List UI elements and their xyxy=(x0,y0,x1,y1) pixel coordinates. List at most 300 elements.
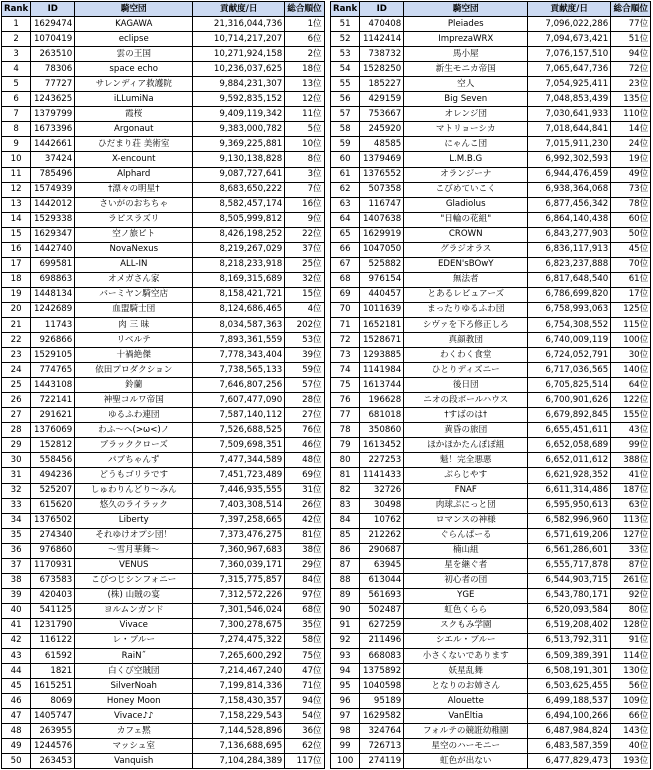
id-cell: 1528250 xyxy=(360,62,404,77)
table-row xyxy=(2,317,325,332)
table-row xyxy=(331,348,651,363)
crew-name-cell: ～雪月華舞～ xyxy=(75,543,193,558)
id-cell: 1170931 xyxy=(31,558,75,573)
overall-rank-cell: 9位 xyxy=(285,212,324,227)
table-row xyxy=(331,317,651,332)
table-row xyxy=(331,137,651,152)
overall-rank-cell: 54位 xyxy=(285,709,324,724)
contribution-cell: 6,520,093,584 xyxy=(528,603,611,618)
id-cell: 753667 xyxy=(360,107,404,122)
overall-rank-cell: 3位 xyxy=(285,167,324,182)
header-rank: Rank xyxy=(2,2,31,17)
contribution-cell: 7,054,925,411 xyxy=(528,77,611,92)
table-row xyxy=(331,77,651,92)
rank-cell: 32 xyxy=(2,483,31,498)
rank-cell: 84 xyxy=(331,513,360,528)
table-row xyxy=(2,633,325,648)
crew-name-cell: シエル・ブルー xyxy=(404,633,528,648)
rank-cell: 82 xyxy=(331,483,360,498)
crew-name-cell: Vivace xyxy=(75,618,193,633)
header-id: ID xyxy=(360,2,404,17)
contribution-cell: 7,144,528,896 xyxy=(193,724,285,739)
table-row xyxy=(331,287,651,302)
crew-name-cell: ゆるふわ連団 xyxy=(75,408,193,423)
rank-cell: 97 xyxy=(331,709,360,724)
contribution-cell: 6,595,950,613 xyxy=(528,498,611,513)
id-cell: 470408 xyxy=(360,17,404,32)
overall-rank-cell: 63位 xyxy=(611,498,651,513)
id-cell: 263955 xyxy=(31,724,75,739)
rank-cell: 99 xyxy=(331,739,360,754)
overall-rank-cell: 35位 xyxy=(285,618,324,633)
rank-cell: 24 xyxy=(2,363,31,378)
contribution-cell: 6,519,208,402 xyxy=(528,618,611,633)
overall-rank-cell: 2位 xyxy=(285,47,324,62)
id-cell: 274119 xyxy=(360,754,404,769)
table-row xyxy=(2,272,325,287)
crew-name-cell: Liberty xyxy=(75,513,193,528)
rank-cell: 46 xyxy=(2,694,31,709)
contribution-cell: 8,169,315,689 xyxy=(193,272,285,287)
id-cell: 1376502 xyxy=(31,513,75,528)
table-row xyxy=(331,709,651,724)
rank-cell: 8 xyxy=(2,122,31,137)
table-row xyxy=(2,182,325,197)
contribution-cell: 6,817,648,540 xyxy=(528,272,611,287)
id-cell: 77727 xyxy=(31,77,75,92)
id-cell: 1442012 xyxy=(31,197,75,212)
id-cell: 1442740 xyxy=(31,242,75,257)
rank-cell: 80 xyxy=(331,453,360,468)
id-cell: 926866 xyxy=(31,333,75,348)
rank-cell: 50 xyxy=(2,754,31,769)
overall-rank-cell: 59位 xyxy=(285,363,324,378)
table-row xyxy=(2,227,325,242)
crew-name-cell: ヨルムンガンド xyxy=(75,603,193,618)
crew-name-cell: グラジオラス xyxy=(404,242,528,257)
rank-cell: 86 xyxy=(331,543,360,558)
contribution-cell: 7,300,278,675 xyxy=(193,618,285,633)
crew-name-cell: Alphard xyxy=(75,167,193,182)
id-cell: 116747 xyxy=(360,197,404,212)
crew-name-cell: にゃんこ団 xyxy=(404,137,528,152)
id-cell: 1673396 xyxy=(31,122,75,137)
id-cell: 1142414 xyxy=(360,32,404,47)
contribution-cell: 7,030,641,933 xyxy=(528,107,611,122)
contribution-cell: 6,724,052,791 xyxy=(528,348,611,363)
id-cell: 1376552 xyxy=(360,167,404,182)
id-cell: 429159 xyxy=(360,92,404,107)
overall-rank-cell: 193位 xyxy=(611,754,651,769)
table-body-left xyxy=(2,17,325,769)
overall-rank-cell: 14位 xyxy=(611,122,651,137)
rank-cell: 40 xyxy=(2,603,31,618)
overall-rank-cell: 155位 xyxy=(611,408,651,423)
rank-cell: 76 xyxy=(331,393,360,408)
crew-name-cell: となりのお姉さん xyxy=(404,679,528,694)
contribution-cell: 7,738,565,133 xyxy=(193,363,285,378)
contribution-cell: 6,494,100,266 xyxy=(528,709,611,724)
crew-name-cell: 小さくないであります xyxy=(404,649,528,664)
crew-name-cell: 初心者の団 xyxy=(404,573,528,588)
overall-rank-cell: 48位 xyxy=(285,453,324,468)
contribution-cell: 6,477,829,473 xyxy=(528,754,611,769)
rank-cell: 12 xyxy=(2,182,31,197)
overall-rank-cell: 33位 xyxy=(611,543,651,558)
table-row xyxy=(331,92,651,107)
id-cell: 263453 xyxy=(31,754,75,769)
table-row xyxy=(331,649,651,664)
overall-rank-cell: 37位 xyxy=(285,242,324,257)
crew-name-cell: こびつじシンフォニー xyxy=(75,573,193,588)
crew-name-cell: Honey Moon xyxy=(75,694,193,709)
overall-rank-cell: 125位 xyxy=(611,302,651,317)
overall-rank-cell: 68位 xyxy=(285,603,324,618)
contribution-cell: 7,778,343,404 xyxy=(193,348,285,363)
overall-rank-cell: 51位 xyxy=(611,32,651,47)
id-cell: 726713 xyxy=(360,739,404,754)
crew-name-cell: RaiN˝ xyxy=(75,649,193,664)
table-row xyxy=(2,528,325,543)
contribution-cell: 6,487,984,824 xyxy=(528,724,611,739)
id-cell: 274340 xyxy=(31,528,75,543)
contribution-cell: 7,312,572,226 xyxy=(193,588,285,603)
overall-rank-cell: 30位 xyxy=(611,348,651,363)
crew-name-cell: 妖星乱舞 xyxy=(404,664,528,679)
table-row xyxy=(331,197,651,212)
contribution-cell: 6,836,117,913 xyxy=(528,242,611,257)
table-row xyxy=(331,212,651,227)
overall-rank-cell: 18位 xyxy=(285,62,324,77)
crew-name-cell: どうもゴリラです xyxy=(75,468,193,483)
table-row xyxy=(331,588,651,603)
overall-rank-cell: 41位 xyxy=(611,468,651,483)
table-row xyxy=(331,739,651,754)
overall-rank-cell: 46位 xyxy=(285,438,324,453)
contribution-cell: 6,621,928,352 xyxy=(528,468,611,483)
rank-cell: 19 xyxy=(2,287,31,302)
header-row xyxy=(2,2,325,17)
table-row xyxy=(2,92,325,107)
overall-rank-cell: 128位 xyxy=(611,618,651,633)
contribution-cell: 6,823,237,888 xyxy=(528,257,611,272)
header-crew: 騎空団 xyxy=(404,2,528,17)
overall-rank-cell: 43位 xyxy=(611,423,651,438)
id-cell: 1375892 xyxy=(360,664,404,679)
table-row xyxy=(2,513,325,528)
contribution-cell: 9,592,835,152 xyxy=(193,92,285,107)
rank-cell: 17 xyxy=(2,257,31,272)
table-row xyxy=(331,679,651,694)
rank-cell: 25 xyxy=(2,378,31,393)
overall-rank-cell: 58位 xyxy=(285,633,324,648)
id-cell: 1405747 xyxy=(31,709,75,724)
contribution-cell: 7,607,477,090 xyxy=(193,393,285,408)
contribution-cell: 7,076,157,510 xyxy=(528,47,611,62)
table-row xyxy=(331,453,651,468)
crew-name-cell: 星空のハーモニー xyxy=(404,739,528,754)
contribution-cell: 7,403,308,514 xyxy=(193,498,285,513)
id-cell: 502487 xyxy=(360,603,404,618)
id-cell: 673583 xyxy=(31,573,75,588)
crew-name-cell: こびめていこく xyxy=(404,182,528,197)
contribution-cell: 6,509,389,391 xyxy=(528,649,611,664)
crew-name-cell: 神聖コルワ帝国 xyxy=(75,393,193,408)
id-cell: 1448134 xyxy=(31,287,75,302)
contribution-cell: 6,508,191,301 xyxy=(528,664,611,679)
rank-cell: 53 xyxy=(331,47,360,62)
rank-cell: 60 xyxy=(331,152,360,167)
crew-name-cell: ひとりディズニー xyxy=(404,363,528,378)
id-cell: 1821 xyxy=(31,664,75,679)
table-row xyxy=(2,47,325,62)
crew-name-cell: Big Seven xyxy=(404,92,528,107)
overall-rank-cell: 29位 xyxy=(285,558,324,573)
id-cell: 263510 xyxy=(31,47,75,62)
contribution-cell: 7,587,140,112 xyxy=(193,408,285,423)
rank-cell: 51 xyxy=(331,17,360,32)
crew-name-cell: 依田プロダクション xyxy=(75,363,193,378)
contribution-cell: 6,700,901,626 xyxy=(528,393,611,408)
rank-cell: 36 xyxy=(2,543,31,558)
table-row xyxy=(2,167,325,182)
overall-rank-cell: 114位 xyxy=(611,649,651,664)
contribution-cell: 7,526,688,525 xyxy=(193,423,285,438)
rank-cell: 6 xyxy=(2,92,31,107)
ranking-table-right xyxy=(330,1,651,769)
contribution-cell: 8,426,198,252 xyxy=(193,227,285,242)
contribution-cell: 7,360,967,683 xyxy=(193,543,285,558)
crew-name-cell: しゅわりんどり～みん xyxy=(75,483,193,498)
id-cell: 774765 xyxy=(31,363,75,378)
table-row xyxy=(2,333,325,348)
rank-cell: 43 xyxy=(2,649,31,664)
crew-name-cell: サレンディア救護院 xyxy=(75,77,193,92)
overall-rank-cell: 28位 xyxy=(285,393,324,408)
rank-cell: 1 xyxy=(2,17,31,32)
id-cell: 1629919 xyxy=(360,227,404,242)
rank-cell: 67 xyxy=(331,257,360,272)
id-cell: 32726 xyxy=(360,483,404,498)
crew-name-cell: EDEN'sBOwY xyxy=(404,257,528,272)
overall-rank-cell: 6位 xyxy=(285,32,324,47)
id-cell: 11743 xyxy=(31,317,75,332)
crew-name-cell: Vanquish xyxy=(75,754,193,769)
id-cell: 1443108 xyxy=(31,378,75,393)
contribution-cell: 8,158,421,721 xyxy=(193,287,285,302)
table-row xyxy=(331,302,651,317)
rank-cell: 31 xyxy=(2,468,31,483)
contribution-cell: 6,499,188,537 xyxy=(528,694,611,709)
rank-cell: 94 xyxy=(331,664,360,679)
rank-cell: 66 xyxy=(331,242,360,257)
id-cell: 61592 xyxy=(31,649,75,664)
id-cell: 1376069 xyxy=(31,423,75,438)
table-row xyxy=(331,167,651,182)
table-row xyxy=(2,558,325,573)
table-row xyxy=(2,694,325,709)
overall-rank-cell: 11位 xyxy=(285,107,324,122)
id-cell: 668083 xyxy=(360,649,404,664)
overall-rank-cell: 94位 xyxy=(285,694,324,709)
rank-cell: 65 xyxy=(331,227,360,242)
contribution-cell: 9,383,000,782 xyxy=(193,122,285,137)
header-overall-rank: 総合順位 xyxy=(285,2,324,17)
rank-cell: 74 xyxy=(331,363,360,378)
crew-name-cell: 肉 三 昧 xyxy=(75,317,193,332)
rank-cell: 35 xyxy=(2,528,31,543)
id-cell: 698863 xyxy=(31,272,75,287)
contribution-cell: 6,877,456,342 xyxy=(528,197,611,212)
id-cell: 1442661 xyxy=(31,137,75,152)
crew-name-cell: ぶらじやす xyxy=(404,468,528,483)
crew-name-cell: オランジーナ xyxy=(404,167,528,182)
id-cell: 1141433 xyxy=(360,468,404,483)
table-row xyxy=(2,468,325,483)
id-cell: 558456 xyxy=(31,453,75,468)
table-row xyxy=(2,242,325,257)
id-cell: 1528671 xyxy=(360,333,404,348)
rank-cell: 4 xyxy=(2,62,31,77)
table-row xyxy=(2,107,325,122)
id-cell: 1070419 xyxy=(31,32,75,47)
id-cell: 116122 xyxy=(31,633,75,648)
rank-cell: 16 xyxy=(2,242,31,257)
rank-cell: 5 xyxy=(2,77,31,92)
header-overall-rank: 総合順位 xyxy=(611,2,651,17)
overall-rank-cell: 26位 xyxy=(285,498,324,513)
table-row xyxy=(2,137,325,152)
crew-name-cell: まったりゆるふわ団 xyxy=(404,302,528,317)
overall-rank-cell: 32位 xyxy=(285,272,324,287)
id-cell: 1629347 xyxy=(31,227,75,242)
rank-cell: 55 xyxy=(331,77,360,92)
contribution-cell: 7,214,467,240 xyxy=(193,664,285,679)
table-row xyxy=(2,649,325,664)
contribution-cell: 6,561,286,601 xyxy=(528,543,611,558)
table-row xyxy=(2,603,325,618)
id-cell: 976860 xyxy=(31,543,75,558)
overall-rank-cell: 60位 xyxy=(611,212,651,227)
overall-rank-cell: 25位 xyxy=(285,257,324,272)
rank-cell: 54 xyxy=(331,62,360,77)
table-row xyxy=(331,633,651,648)
rank-cell: 77 xyxy=(331,408,360,423)
overall-rank-cell: 38位 xyxy=(285,543,324,558)
crew-name-cell: ぐらんぱーる xyxy=(404,528,528,543)
table-row xyxy=(2,679,325,694)
crew-name-cell: ニオの段ボールハウス xyxy=(404,393,528,408)
rank-cell: 18 xyxy=(2,272,31,287)
crew-name-cell: 霞桜 xyxy=(75,107,193,122)
table-row xyxy=(331,618,651,633)
contribution-cell: 9,884,231,307 xyxy=(193,77,285,92)
rank-cell: 37 xyxy=(2,558,31,573)
table-row xyxy=(331,558,651,573)
rank-cell: 7 xyxy=(2,107,31,122)
crew-name-cell: FNAF xyxy=(404,483,528,498)
crew-name-cell: 新生モニカ帝国 xyxy=(404,62,528,77)
table-row xyxy=(331,694,651,709)
crew-name-cell: "日輪の花組" xyxy=(404,212,528,227)
id-cell: 1293885 xyxy=(360,348,404,363)
contribution-cell: 8,683,650,222 xyxy=(193,182,285,197)
overall-rank-cell: 4位 xyxy=(285,302,324,317)
id-cell: 507358 xyxy=(360,182,404,197)
contribution-cell: 6,611,314,486 xyxy=(528,483,611,498)
overall-rank-cell: 91位 xyxy=(611,633,651,648)
contribution-cell: 6,679,892,845 xyxy=(528,408,611,423)
crew-name-cell: ロマンスの神様 xyxy=(404,513,528,528)
rank-cell: 10 xyxy=(2,152,31,167)
contribution-cell: 7,646,807,256 xyxy=(193,378,285,393)
contribution-cell: 9,369,225,881 xyxy=(193,137,285,152)
id-cell: 1407638 xyxy=(360,212,404,227)
overall-rank-cell: 61位 xyxy=(611,272,651,287)
overall-rank-cell: 53位 xyxy=(285,333,324,348)
rank-cell: 91 xyxy=(331,618,360,633)
overall-rank-cell: 64位 xyxy=(611,378,651,393)
overall-rank-cell: 42位 xyxy=(285,513,324,528)
table-row xyxy=(2,423,325,438)
id-cell: 8069 xyxy=(31,694,75,709)
crew-name-cell: 鈴蘭 xyxy=(75,378,193,393)
overall-rank-cell: 57位 xyxy=(285,378,324,393)
overall-rank-cell: 56位 xyxy=(611,679,651,694)
id-cell: 1141984 xyxy=(360,363,404,378)
crew-name-cell: 楠山組 xyxy=(404,543,528,558)
table-row xyxy=(331,483,651,498)
contribution-cell: 6,754,308,552 xyxy=(528,317,611,332)
rank-cell: 30 xyxy=(2,453,31,468)
contribution-cell: 7,477,344,589 xyxy=(193,453,285,468)
crew-name-cell: Gladiolus xyxy=(404,197,528,212)
header-rank: Rank xyxy=(331,2,360,17)
rank-cell: 48 xyxy=(2,724,31,739)
crew-name-cell: ひだまり荘 美術室 xyxy=(75,137,193,152)
rank-cell: 88 xyxy=(331,573,360,588)
id-cell: 1011639 xyxy=(360,302,404,317)
table-row xyxy=(331,408,651,423)
rank-cell: 83 xyxy=(331,498,360,513)
id-cell: 95189 xyxy=(360,694,404,709)
crew-name-cell: †漂々の明星† xyxy=(75,182,193,197)
contribution-cell: 7,199,814,336 xyxy=(193,679,285,694)
overall-rank-cell: 87位 xyxy=(611,558,651,573)
overall-rank-cell: 22位 xyxy=(285,227,324,242)
contribution-cell: 6,543,780,171 xyxy=(528,588,611,603)
id-cell: 1652181 xyxy=(360,317,404,332)
crew-name-cell: KAGAWA xyxy=(75,17,193,32)
table-row xyxy=(2,588,325,603)
rank-cell: 45 xyxy=(2,679,31,694)
overall-rank-cell: 24位 xyxy=(611,137,651,152)
ranking-table-left xyxy=(1,1,325,769)
rank-cell: 21 xyxy=(2,317,31,332)
id-cell: 681018 xyxy=(360,408,404,423)
id-cell: 561693 xyxy=(360,588,404,603)
id-cell: 541125 xyxy=(31,603,75,618)
contribution-cell: 6,864,140,438 xyxy=(528,212,611,227)
crew-name-cell: マトリョーシカ xyxy=(404,122,528,137)
rank-cell: 98 xyxy=(331,724,360,739)
crew-name-cell: 血盟騎士団 xyxy=(75,302,193,317)
id-cell: 976154 xyxy=(360,272,404,287)
crew-name-cell: 黄昏の旅団 xyxy=(404,423,528,438)
table-row xyxy=(331,47,651,62)
overall-rank-cell: 99位 xyxy=(611,438,651,453)
crew-name-cell: 肉球ぷにっと団 xyxy=(404,498,528,513)
